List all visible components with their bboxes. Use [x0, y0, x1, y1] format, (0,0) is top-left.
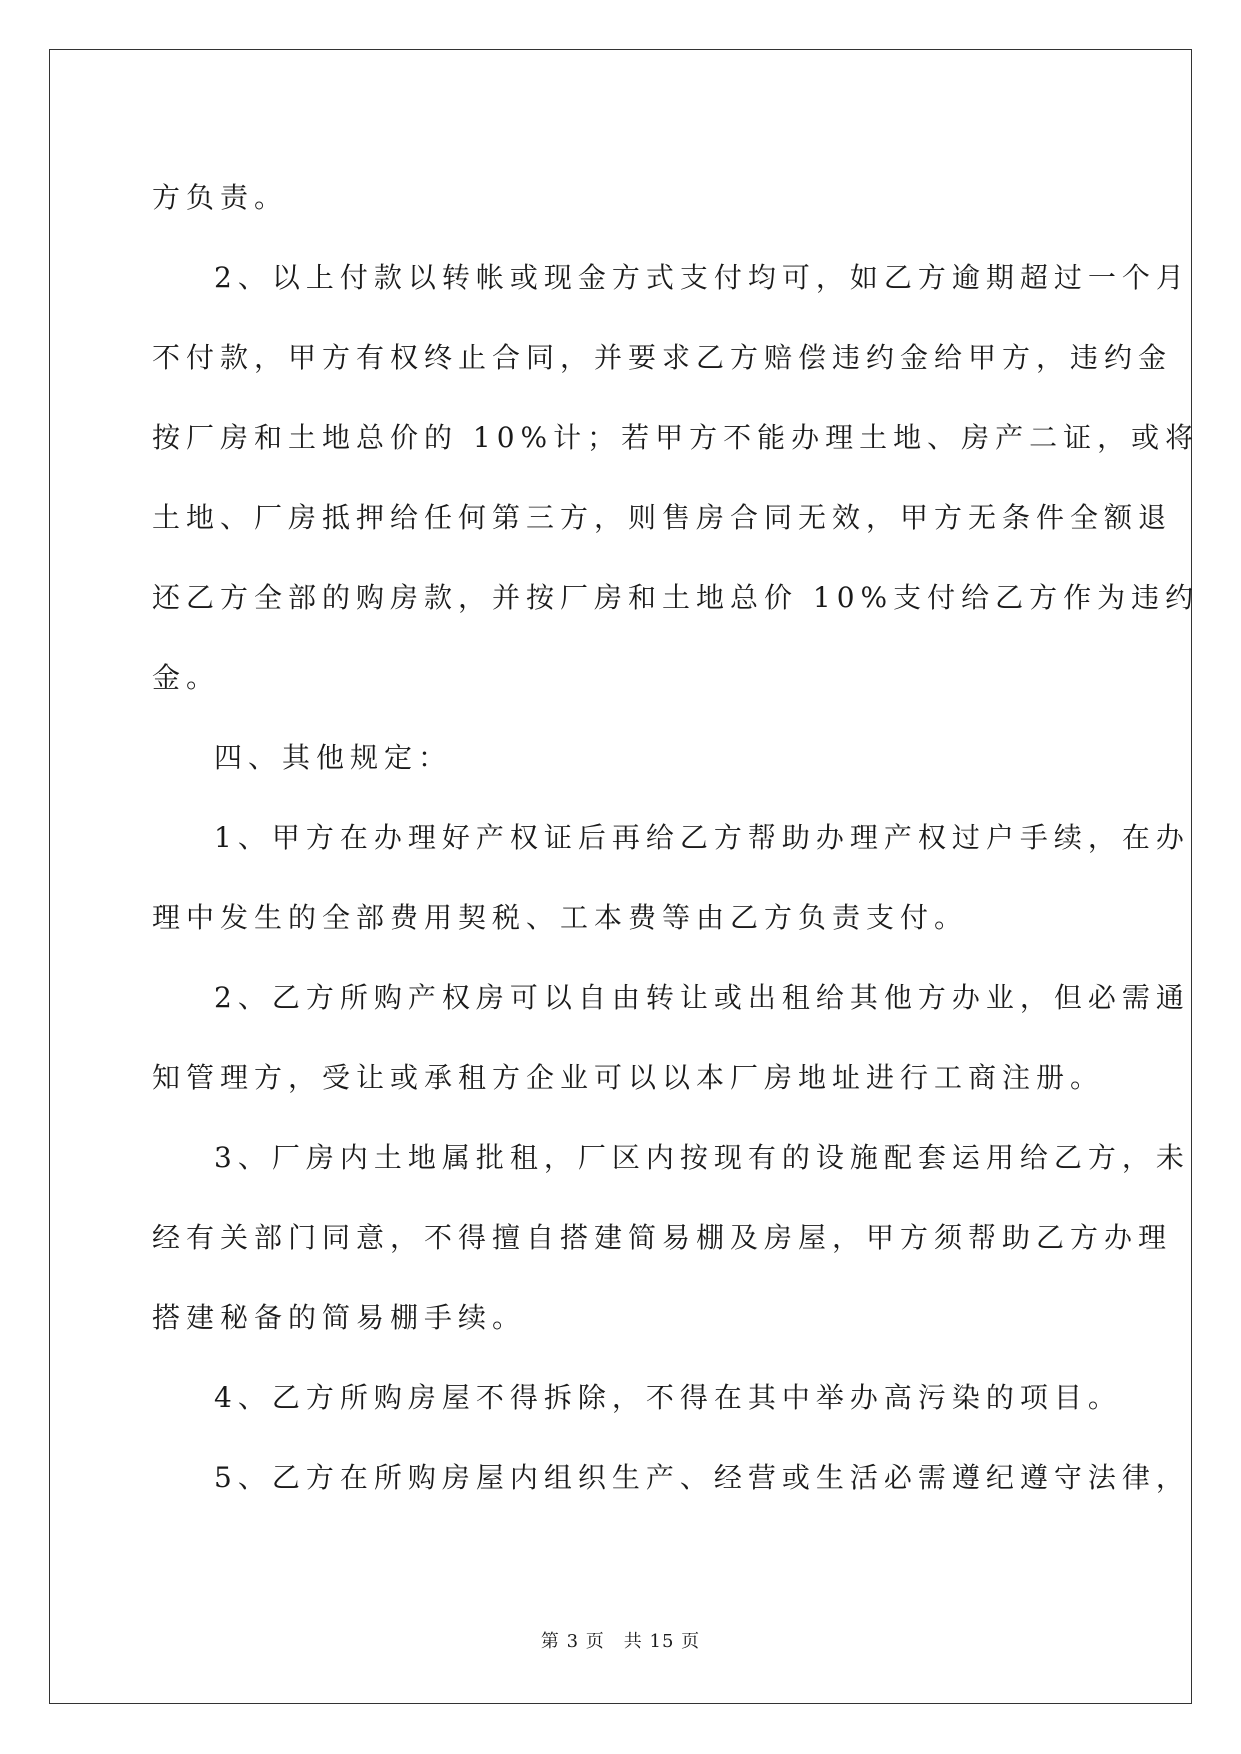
text-line: 理中发生的全部费用契税、工本费等由乙方负责支付。: [152, 901, 969, 934]
document-body: [152, 158, 1200, 1518]
paragraph: [152, 1438, 1190, 1518]
text-line: 经有关部门同意，不得擅自搭建简易棚及房屋，甲方须帮助乙方办理: [152, 1221, 1173, 1254]
text-line: 5、乙方在所购房屋内组织生产、经营或生活必需遵纪遵守法律，: [214, 1461, 1190, 1494]
text-line: 四、其他规定：: [214, 741, 453, 774]
text-line: 金。: [152, 661, 221, 694]
text-line: 搭建秘备的简易棚手续。: [152, 1301, 527, 1334]
paragraph: [152, 958, 1190, 1118]
text-line: 土地、厂房抵押给任何第三方，则售房合同无效，甲方无条件全额退: [152, 501, 1173, 534]
text-line: 3、厂房内土地属批租，厂区内按现有的设施配套运用给乙方，未: [214, 1141, 1190, 1174]
text-line: 按厂房和土地总价的 10%计；若甲方不能办理土地、房产二证，或将: [152, 421, 1200, 454]
text-line: 不付款，甲方有权终止合同，并要求乙方赔偿违约金给甲方，违约金: [152, 341, 1173, 374]
paragraph: [152, 718, 1092, 798]
paragraph: [152, 1358, 1122, 1438]
text-line: 1、甲方在办理好产权证后再给乙方帮助办理产权过户手续，在办: [214, 821, 1190, 854]
text-line: 知管理方，受让或承租方企业可以以本厂房地址进行工商注册。: [152, 1061, 1105, 1094]
page-number-footer: 第 3 页 共 15 页: [540, 1631, 701, 1652]
paragraph: [152, 158, 1092, 238]
paragraph: [152, 238, 1200, 718]
text-line: 2、以上付款以转帐或现金方式支付均可，如乙方逾期超过一个月: [214, 261, 1190, 294]
text-line: 4、乙方所购房屋不得拆除，不得在其中举办高污染的项目。: [214, 1381, 1122, 1414]
paragraph: [152, 798, 1190, 958]
text-line: 2、乙方所购产权房可以自由转让或出租给其他方办业，但必需通: [214, 981, 1190, 1014]
text-line: 还乙方全部的购房款，并按厂房和土地总价 10%支付给乙方作为违约: [152, 581, 1200, 614]
text-line: 方负责。: [152, 181, 289, 214]
paragraph: [152, 1118, 1190, 1358]
